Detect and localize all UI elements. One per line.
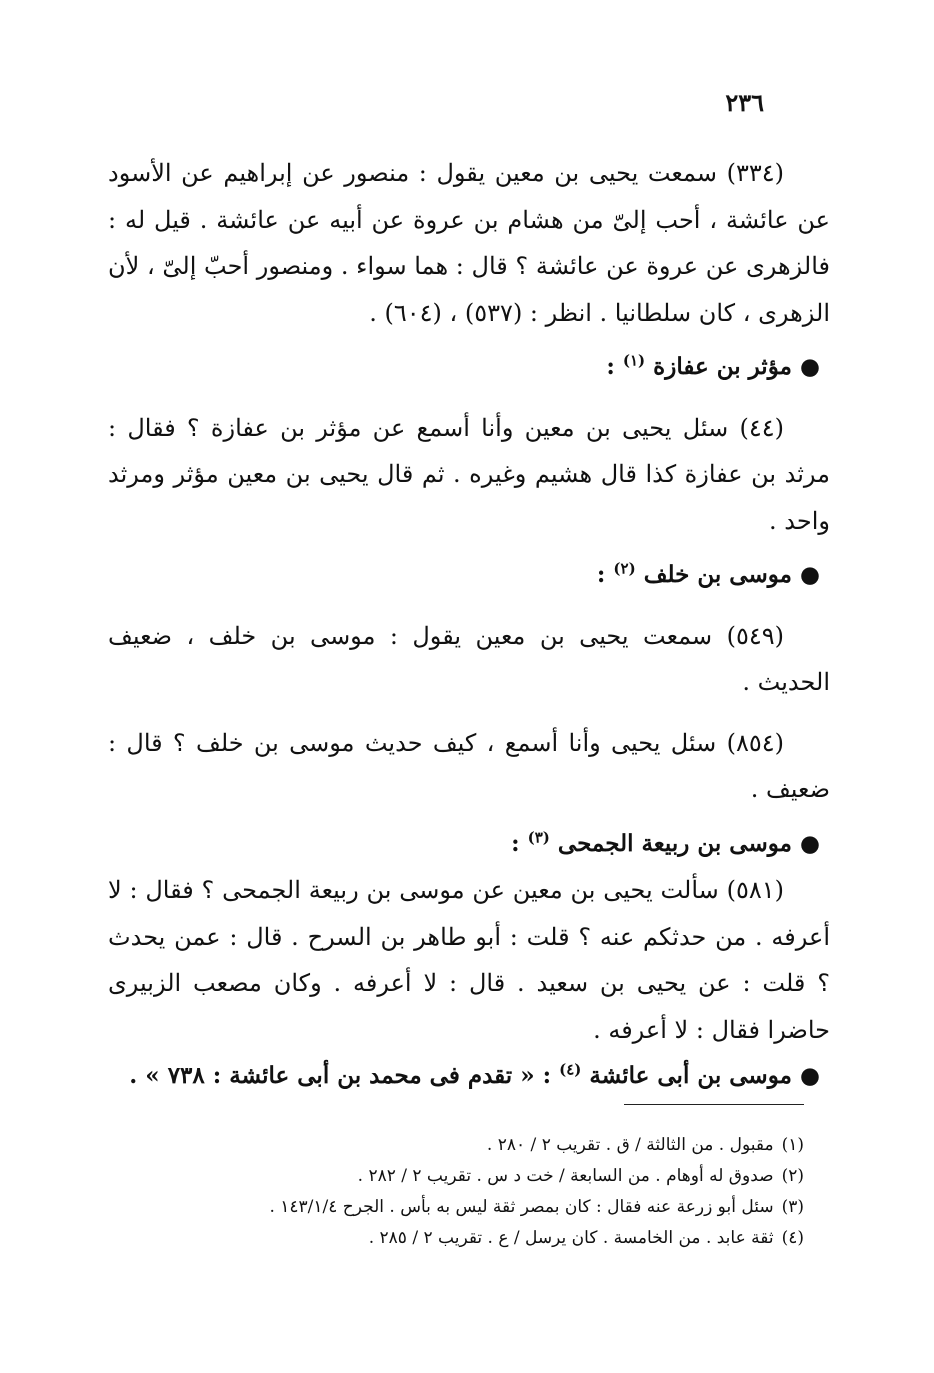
footnote-text: مقبول . من الثالثة / ق . تقريب ٢ / ٢٨٠ . [486,1135,774,1155]
heading-tail: : [511,829,528,857]
paragraph-581: (٥٨١) سألت يحيى بن معين عن موسى بن ربيعة الجمحى ؟ فقال : لا أعرفه . من حدثكم عنه ؟ قلت : أبو طاهر بن السرح . قال : عمن يحدث ؟ قلت : عن يحيى بن سعيد . قال : لا أعرفه . وكان مصعب الزبيرى حاضرا فقال : لا أعرفه . [108,876,830,1044]
heading-name: مؤثر بن عفازة [653,353,792,380]
footnote-3 [184,1192,804,1223]
footnote-4 [184,1223,804,1254]
bullet-icon: ● [799,353,820,380]
heading-name: موسى بن أبى عائشة [589,1062,792,1089]
heading-name: موسى بن ربيعة الجمحى [557,829,792,857]
footnote-1 [184,1130,804,1161]
footnote-divider [624,1104,804,1105]
footnotes [184,1130,804,1254]
heading-name: موسى بن خلف [643,561,792,588]
footnote-ref-2: (٢) [613,559,636,578]
footnote-number: (١) [781,1135,804,1155]
heading-tail: : [596,561,614,588]
footnote-text: صدوق له أوهام . من السابعة / خت د س . تقريب ٢ / ٢٨٢ . [357,1166,774,1186]
heading-tail: : « تقدم فى محمد بن أبى عائشة : ٧٣٨ » . [129,1062,560,1089]
main-text [108,150,830,1100]
footnote-text: سئل أبو زرعة عنه فقال : كان بمصر ثقة ليس به بأس . الجرح ١٤٣/١/٤ . [269,1197,774,1217]
entry-heading-musa-khalaf [108,552,830,599]
bullet-icon: ● [799,829,820,857]
bullet-icon: ● [799,561,820,588]
paragraph-44: (٤٤) سئل يحيى بن معين وأنا أسمع عن مؤثر بن عفازة ؟ فقال : مرثد بن عفازة كذا قال هشيم وغيره . ثم قال يحيى بن معين مؤثر ومرثد واحد . [108,413,830,535]
footnote-2 [184,1161,804,1192]
footnote-text: ثقة عابد . من الخامسة . كان يرسل / ع . تقريب ٢ / ٢٨٥ . [368,1228,774,1248]
footnote-number: (٣) [781,1197,804,1217]
heading-tail: : [606,353,623,380]
page-number: ٢٣٦ [725,88,764,117]
footnote-ref-1: (١) [622,351,646,370]
footnote-ref-3: (٣) [527,827,550,846]
footnote-number: (٢) [781,1166,804,1186]
footnote-ref-4: (٤) [559,1060,582,1079]
paragraph-334: (٣٣٤) سمعت يحيى بن معين يقول : منصور عن إبراهيم عن الأسود عن عائشة ، أحب إلىّ من هشام بن عروة عن أبيه عن عائشة . قيل له : فالزهرى عن عروة عن عائشة ؟ قال : هما سواء . ومنصور أحبّ إلىّ ، لأن الزهرى ، كان سلطانيا . انظر : (٥٣٧) ، (٦٠٤) . [108,159,830,327]
entry-heading-muathir [108,344,830,391]
footnote-number: (٤) [781,1228,804,1248]
entry-heading-musa-rabia [108,821,830,868]
paragraph-854: (٨٥٤) سئل يحيى وأنا أسمع ، كيف حديث موسى بن خلف ؟ قال : ضعيف . [108,728,830,803]
entry-heading-musa-aisha [108,1053,830,1100]
paragraph-549: (٥٤٩) سمعت يحيى بن معين يقول : موسى بن خلف ، ضعيف الحديث . [108,621,830,696]
bullet-icon: ● [799,1062,820,1089]
